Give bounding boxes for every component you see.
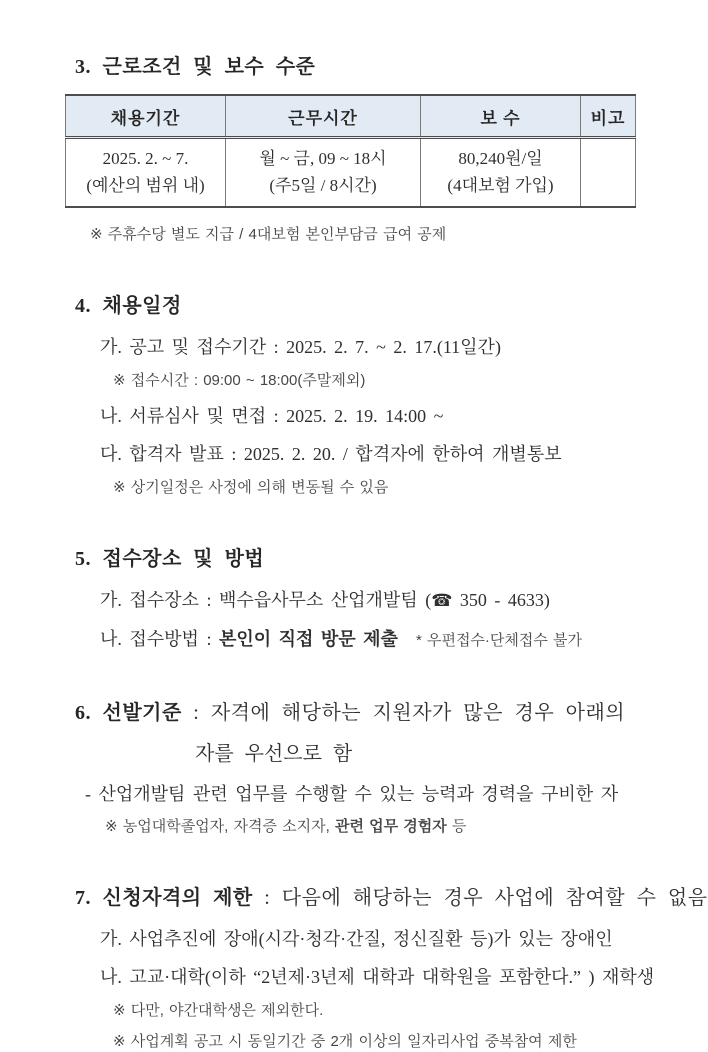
section7-title-rest: : 다음에 해당하는 경우 사업에 참여할 수 없음 bbox=[252, 887, 708, 910]
application-method-label: 나. 접수방법 : bbox=[100, 628, 219, 649]
pay-line2: (4대보험 가입) bbox=[447, 176, 554, 195]
section7-title bbox=[75, 881, 708, 910]
section6-number: 6. bbox=[75, 702, 103, 725]
period-line1: 2025. 2. ~ 7. bbox=[102, 149, 189, 168]
schedule-item-announce: 다. 합격자 발표 : 2025. 2. 20. / 합격자에 한하여 개별통보 bbox=[100, 444, 562, 465]
section6-title-rest: : 자격에 해당하는 지원자가 많은 경우 아래의 bbox=[181, 702, 626, 725]
cell-pay bbox=[421, 138, 581, 208]
criteria-item: - 산업개발팀 관련 업무를 수행할 수 있는 능력과 경력을 구비한 자 bbox=[85, 784, 619, 805]
cell-hours bbox=[226, 138, 421, 208]
schedule-note-change: ※ 상기일정은 사정에 의해 변동될 수 있음 bbox=[113, 479, 389, 497]
col-header-pay: 보 수 bbox=[421, 95, 581, 138]
section6-title-line2: 자를 우선으로 함 bbox=[195, 743, 353, 766]
pay-line1: 80,240원/일 bbox=[458, 149, 543, 168]
restriction-item-disability: 가. 사업추진에 장애(시각·청각·간질, 정신질환 등)가 있는 장애인 bbox=[100, 929, 613, 950]
cell-period bbox=[66, 138, 226, 208]
application-place-text: 가. 접수장소 : 백수읍사무소 산업개발팀 ( bbox=[100, 590, 432, 611]
restriction-note-exception: ※ 다만, 야간대학생은 제외한다. bbox=[113, 1002, 324, 1020]
section7-title-bold: 신청자격의 제한 bbox=[102, 887, 253, 910]
section-selection-criteria bbox=[65, 696, 644, 837]
telephone-icon: ☎ bbox=[431, 591, 453, 611]
section4-title: 4. 채용일정 bbox=[75, 295, 182, 317]
col-header-period: 채용기간 bbox=[66, 95, 226, 138]
section5-title: 5. 접수장소 및 방법 bbox=[75, 548, 265, 571]
table-header-row bbox=[66, 95, 636, 138]
schedule-item-review: 나. 서류심사 및 면접 : 2025. 2. 19. 14:00 ~ bbox=[100, 406, 444, 427]
section6-title bbox=[75, 696, 644, 725]
schedule-note-time: ※ 접수시간 : 09:00 ~ 18:00(주말제외) bbox=[113, 372, 366, 390]
section-application bbox=[65, 542, 644, 652]
conditions-table bbox=[65, 94, 636, 208]
restriction-item-student: 나. 고교·대학(이하 “2년제·3년제 대학과 대학원을 포함한다.” ) 재학생 bbox=[100, 967, 655, 988]
application-method-bold: 본인이 직접 방문 제출 bbox=[218, 628, 398, 649]
hours-line2: (주5일 / 8시간) bbox=[269, 176, 377, 195]
table-data-row bbox=[66, 138, 636, 208]
criteria-note-text: ※ 농업대학졸업자, 자격증 소지자, bbox=[105, 818, 335, 836]
section-schedule bbox=[65, 289, 644, 498]
restriction-note-duplicate: ※ 사업계획 공고 시 동일기간 중 2개 이상의 일자리사업 중복참여 제한 bbox=[113, 1033, 577, 1051]
application-phone-number: 350 - 4633) bbox=[452, 590, 550, 611]
col-header-hours: 근무시간 bbox=[226, 95, 421, 138]
section6-title-bold: 선발기준 bbox=[102, 702, 182, 725]
cell-remark bbox=[581, 138, 636, 208]
period-line2: (예산의 범위 내) bbox=[86, 176, 205, 195]
application-method-line bbox=[100, 626, 644, 652]
hours-line1: 월 ~ 금, 09 ~ 18시 bbox=[259, 149, 387, 168]
section-eligibility-restriction bbox=[65, 881, 708, 1052]
table-footnote: ※ 주휴수당 별도 지급 / 4대보험 본인부담금 급여 공제 bbox=[90, 226, 447, 243]
section-work-conditions bbox=[65, 50, 644, 245]
criteria-note bbox=[105, 816, 644, 837]
col-header-remark: 비고 bbox=[581, 95, 636, 138]
schedule-item-period: 가. 공고 및 접수기간 : 2025. 2. 7. ~ 2. 17.(11일간) bbox=[100, 337, 501, 357]
application-method-note: * 우편접수·단체접수 불가 bbox=[415, 631, 583, 649]
application-place-line bbox=[100, 587, 644, 614]
section3-title: 3. 근로조건 및 보수 수준 bbox=[75, 56, 316, 78]
section7-number: 7. bbox=[75, 887, 103, 910]
criteria-note-bold: 관련 업무 경험자 bbox=[334, 818, 447, 836]
criteria-note-suffix: 등 bbox=[446, 818, 467, 836]
